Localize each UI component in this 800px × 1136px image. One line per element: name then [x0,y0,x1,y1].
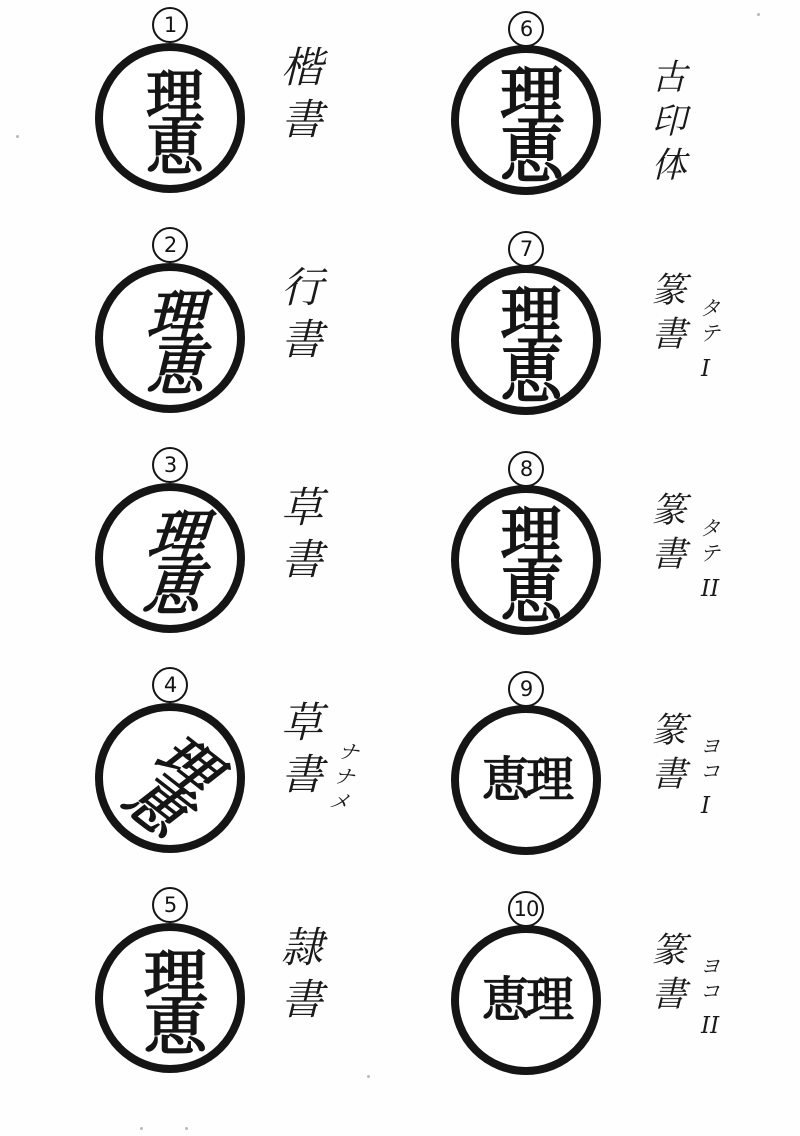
seal-name-text: 理恵 [136,286,204,390]
style-sublabel: タテ [697,297,721,347]
seal-impression-koin [451,45,601,195]
style-label: 行書 [275,265,324,369]
item-number-badge [508,451,544,487]
seal-impression-tensho-yoko2 [451,925,601,1075]
style-label: 篆書 [646,271,686,359]
seal-name-text: 理恵 [490,281,563,399]
seal-name-text: 理恵 [136,66,204,170]
style-numeral: II [701,576,720,602]
scan-speck [185,1127,188,1130]
style-label: 篆書 [646,491,686,579]
style-label: 草書 [275,700,324,804]
seal-impression-tensho-tate1 [451,265,601,415]
item-number-badge [508,671,544,707]
item-number: 7 [519,236,533,261]
style-label: 篆書 [646,711,686,799]
style-numeral: I [701,356,711,382]
item-number-badge [152,227,188,263]
item-number-badge [508,11,544,47]
seal-impression-sosho-diagonal [95,703,245,853]
item-number-badge [508,231,544,267]
style-sublabel: ヨコ [697,955,721,1005]
seal-name-text: 理恵 [489,62,563,178]
seal-name-text: 恵理 [481,972,570,1028]
item-number-badge [152,887,188,923]
item-number: 9 [519,676,533,701]
style-sublabel: ヨコ [697,735,721,785]
seal-impression-kaisho [95,43,245,193]
item-number: 1 [163,12,177,37]
item-number: 5 [163,892,177,917]
seal-name-text: 理恵 [490,501,563,619]
item-number-badge [508,891,544,927]
seal-name-text: 理恵 [131,506,209,610]
scan-speck [757,13,760,16]
seal-impression-reisho [95,923,245,1073]
item-number: 8 [519,456,533,481]
item-number: 4 [163,672,177,697]
seal-impression-gyosho [95,263,245,413]
item-number-badge [152,667,188,703]
seal-name-text: 理恵 [132,946,208,1050]
scan-speck [367,1075,370,1078]
seal-name-text: 理恵 [111,716,229,840]
style-label: 隷書 [275,925,324,1029]
style-label: 楷書 [275,45,324,149]
item-number-badge [152,7,188,43]
style-sublabel: タテ [697,517,721,567]
scan-speck [140,1127,143,1130]
style-numeral: II [701,1013,720,1039]
seal-impression-tensho-tate2 [451,485,601,635]
style-label: 古印体 [646,58,686,190]
item-number: 3 [163,452,177,477]
style-label: 草書 [275,485,324,589]
style-numeral: I [701,793,711,819]
style-sublabel: ナナメ [324,738,362,817]
item-number: 6 [519,16,533,41]
seal-name-text: 恵理 [481,752,570,808]
seal-impression-sosho [95,483,245,633]
item-number-badge [152,447,188,483]
scan-speck [16,135,19,138]
item-number: 2 [163,232,177,257]
item-number: 10 [513,896,539,921]
style-label: 篆書 [646,931,686,1019]
seal-impression-tensho-yoko1 [451,705,601,855]
